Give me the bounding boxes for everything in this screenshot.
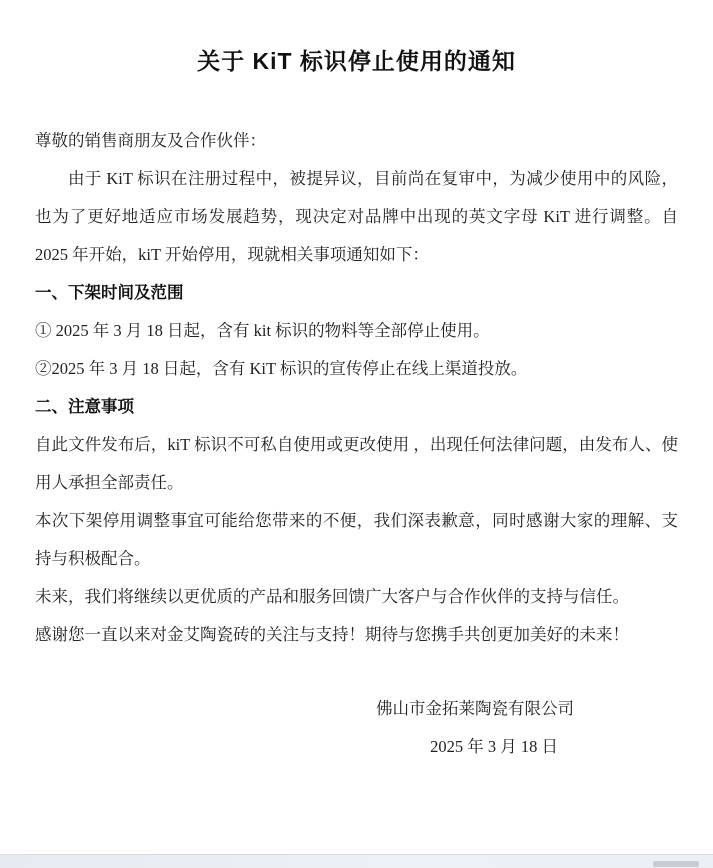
intro-paragraph: 由于 KiT 标识在注册过程中，被提异议，目前尚在复审中，为减少使用中的风险，也为了更好地适应市场发展趋势，现决定对品牌中出现的英文字母 KiT 进行调整。自 2025 年开始，kiT 开始停用，现就相关事项通知如下：	[35, 169, 678, 264]
section2-paragraph-thanks: 感谢您一直以来对金艾陶瓷砖的关注与支持！期待与您携手共创更加美好的未来！	[35, 625, 629, 644]
signature-date: 2025 年 3 月 18 日	[430, 737, 558, 756]
section1-item2: ②2025 年 3 月 18 日起，含有 KiT 标识的宣传停止在线上渠道投放。	[35, 359, 528, 378]
section2-paragraph-apology: 本次下架停用调整事宜可能给您带来的不便，我们深表歉意，同时感谢大家的理解、支持与积极配合。	[35, 511, 678, 568]
section2-paragraph-future: 未来，我们将继续以更优质的产品和服务回馈广大客户与合作伙伴的支持与信任。	[35, 587, 629, 606]
section2-paragraph-liability: 自此文件发布后，kiT 标识不可私自使用或更改使用 ，出现任何法律问题，由发布人、使用人承担全部责任。	[35, 435, 678, 492]
signature-company-name: 佛山市金拓莱陶瓷有限公司	[376, 699, 574, 718]
scrollbar-thumb[interactable]	[653, 861, 699, 867]
document-body	[35, 122, 678, 654]
document-title: 关于 KiT 标识停止使用的通知	[197, 48, 516, 74]
section2-heading: 二、注意事项	[35, 398, 134, 416]
viewer-bottom-bar	[0, 854, 713, 868]
greeting-line: 尊敬的销售商朋友及合作伙伴：	[35, 131, 266, 150]
section1-item1: ① 2025 年 3 月 18 日起，含有 kit 标识的物料等全部停止使用。	[35, 321, 490, 340]
signature-block	[320, 690, 630, 766]
section1-heading: 一、下架时间及范围	[35, 284, 184, 302]
